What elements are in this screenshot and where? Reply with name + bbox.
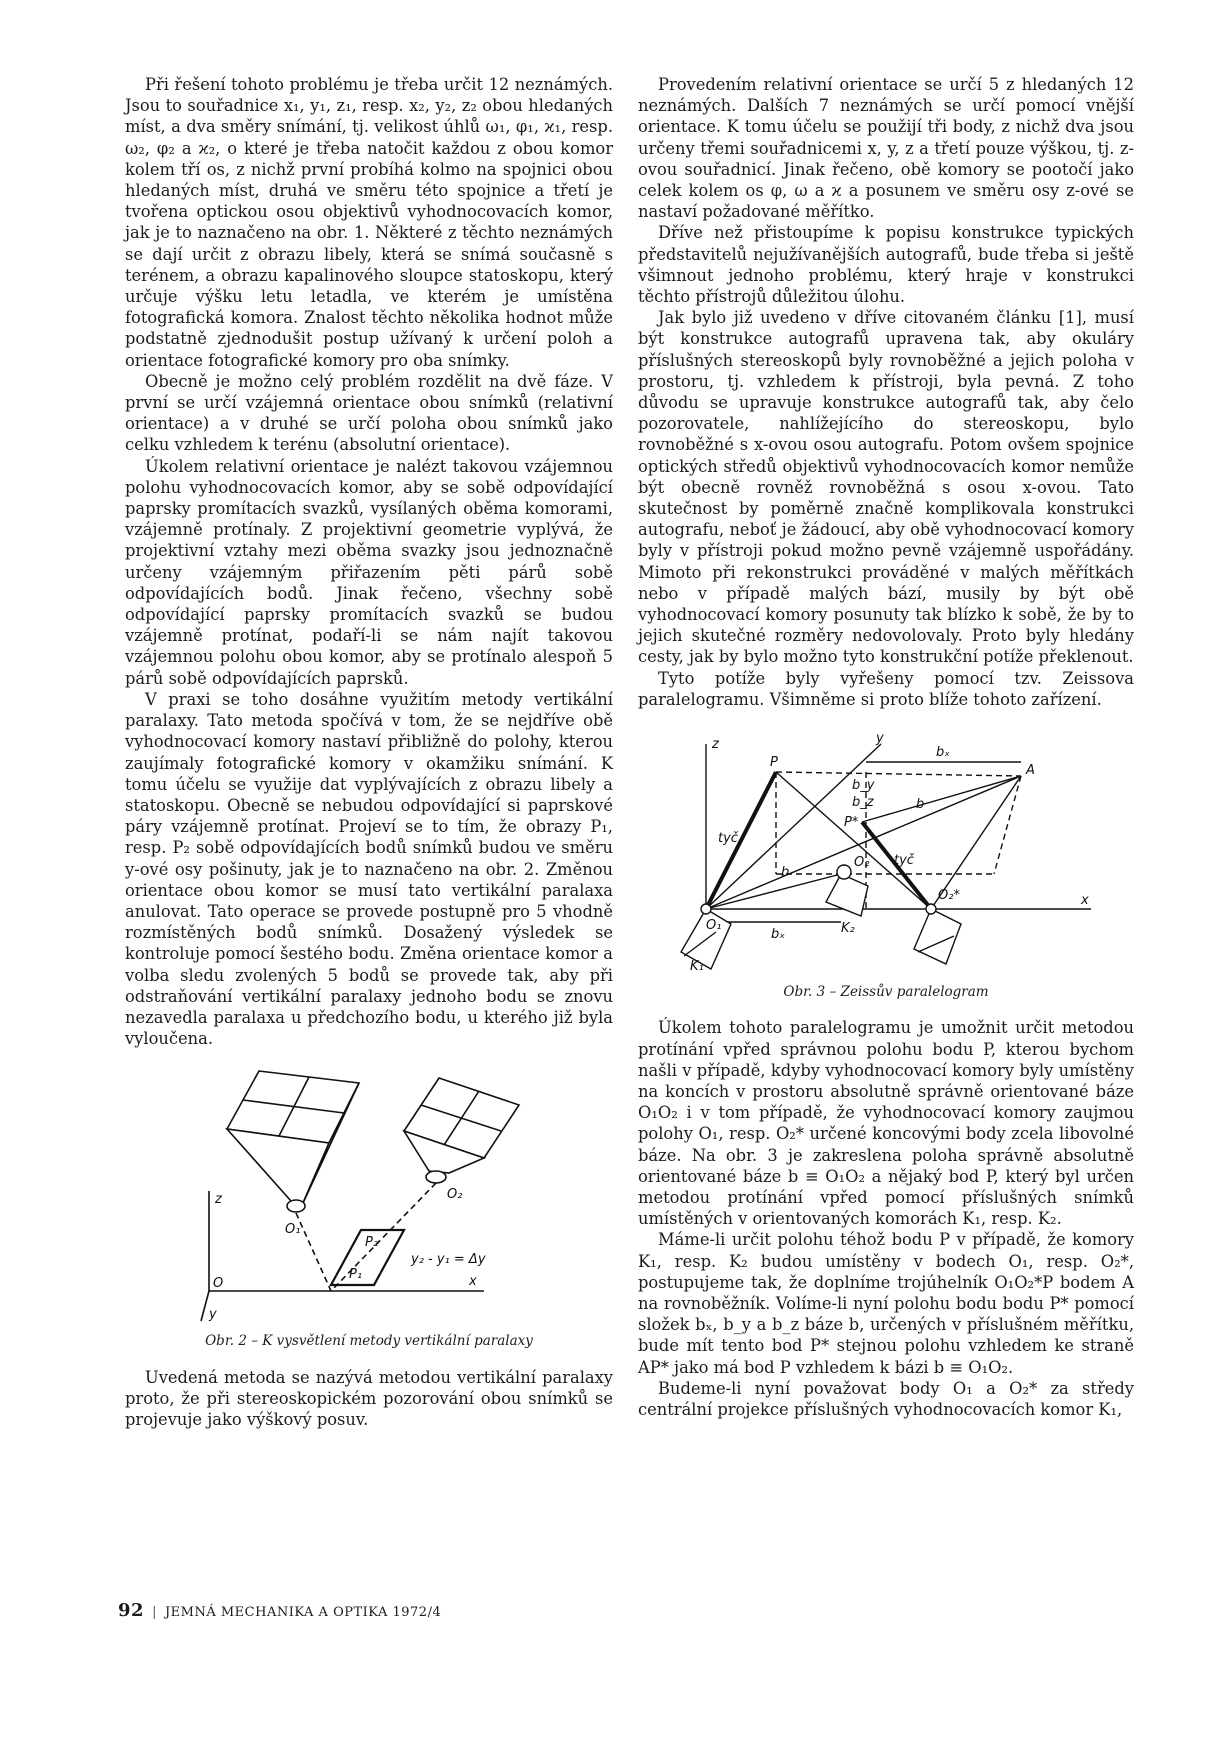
label-p1: P₁: [349, 1267, 363, 1283]
paragraph: Dříve než přistoupíme k popisu konstrukce typických představitelů nejužívanějších autografů, bude třeba si ještě všimnout jednoho problému, který hraje v konstrukci těchto přístrojů důležitou úlohu.: [638, 223, 1134, 307]
figure-3-diagram: [676, 724, 1096, 974]
camera-2-lens: [426, 1171, 446, 1183]
label-b-top: b: [916, 797, 925, 813]
figure-3-caption: Obr. 3 – Zeissův paralelogram: [783, 984, 989, 1001]
camera-1-body: [227, 1129, 329, 1203]
paragraph: Tyto potíže byly vyřešeny pomocí tzv. Zeissova paralelogramu. Všimněme si proto blíže tohoto zařízení.: [638, 668, 1134, 709]
camera-k2: [826, 874, 868, 916]
page-footer: [118, 1600, 441, 1621]
label-o2: O₂: [854, 855, 870, 871]
paragraph: Uvedená metoda se nazývá metodou vertikální paralaxy proto, že při stereoskopickém pozorování obou snímků se projevuje jako výškový posuv.: [125, 1367, 613, 1429]
label-o1: O₁: [706, 918, 722, 934]
label-z: z: [712, 737, 719, 753]
left-column: [125, 74, 613, 1430]
label-y: y: [876, 731, 884, 747]
rod-left: [706, 772, 776, 909]
page-number: 92: [118, 1600, 145, 1621]
label-b-bottom: b: [781, 865, 790, 881]
label-by: b_y: [852, 778, 875, 794]
label-k1: K₁: [690, 959, 704, 975]
paragraph: Úkolem relativní orientace je nalézt takovou vzájemnou polohu vyhodnocovacích komor, aby se sobě odpovídající paprsky promítacích svazků, vysílaných oběma komorami, vzájemně protínaly. Z projektivní geometrie vyplývá, že projektivní vztahy mezi oběma svazky jsou jednoznačně určeny vzájemným přiřazením pěti párů sobě odpovídajících bodů. Jinak řečeno, všechny sobě odpovídající paprsky promítacích svazků se budou vzájemně protínat, podaří-li se nám najít takovou vzájemnou polohu obou komor, aby se protínalo alespoň 5 párů sobě odpovídajících paprsků.: [125, 456, 613, 688]
footer-separator: |: [152, 1605, 157, 1620]
label-k2: K₂: [841, 921, 855, 937]
journal-name: JEMNÁ MECHANIKA A OPTIKA 1972/4: [164, 1605, 442, 1620]
paragraph: Obecně je možno celý problém rozdělit na dvě fáze. V první se určí vzájemná orientace obou snímků (relativní orientace) a v druhé se určí poloha obou snímků jako celku vzhledem k terénu (absolutní orientace).: [125, 371, 613, 455]
y-axis: [201, 1291, 209, 1321]
label-bx-bottom: bₓ: [771, 927, 786, 943]
camera-1-lens: [287, 1200, 305, 1212]
figure-2-diagram: [199, 1063, 539, 1323]
paragraph: Budeme-li nyní považovat body O₁ a O₂* za středy centrální projekce příslušných vyhodnocovacích komor K₁,: [638, 1378, 1134, 1419]
label-o2star: O₂*: [938, 888, 960, 904]
figure-2-caption: Obr. 2 – K vysvětlení metody vertikální paralaxy: [205, 1333, 533, 1350]
label-x: x: [1081, 893, 1089, 909]
label-o2: O₂: [447, 1187, 463, 1203]
label-p2: P₂: [365, 1235, 379, 1251]
label-x: x: [469, 1274, 477, 1290]
paragraph: Úkolem tohoto paralelogramu je umožnit určit metodou protínání vpřed správnou polohu bodu P, kterou bychom našli v případě, kdyby vyhodnocovací komory byly umístěny na koncích v prostoru absolutně správně orientované báze O₁O₂ i v tom případě, že vyhodnocovací komory zaujmou polohy O₁, resp. O₂* určené koncovými body zcela libovolné báze. Na obr. 3 je zakreslena poloha správně absolutně orientované báze b ≡ O₁O₂ a nějaký bod P, který byl určen metodou protínání vpřed pomocí příslušných snímků umístěných v orientovaných komorách K₁, resp. K₂.: [638, 1018, 1134, 1229]
paragraph: Při řešení tohoto problému je třeba určit 12 neznámých. Jsou to souřadnice x₁, y₁, z₁, resp. x₂, y₂, z₂ obou hledaných míst, a dva směry snímání, tj. velikost úhlů ω₁, φ₁, ϰ₁, resp. ω₂, φ₂ a ϰ₂, o které je třeba natočit každou z obou komor kolem tří os, z nichž první probíhá kolmo na spojnici obou hledaných míst, druhá ve směru této spojnice a třetí je tvořena optickou osou objektivů vyhodnocovacích komor, jak je to naznačeno na obr. 1. Některé z těchto neznámých se dají určit z obrazu libely, která se snímá současně s terénem, a obrazu kapalinového sloupce statoskopu, který určuje výšku letu letadla, ve kterém je umístěna fotografická komora. Znalost těchto několika hodnot může podstatně zjednodušit postup užívaný k určení poloh a orientace fotografické komory pro oba snímky.: [125, 75, 613, 370]
label-y: y: [209, 1307, 217, 1323]
paragraph: Provedením relativní orientace se určí 5 z hledaných 12 neznámých. Dalších 7 neznámých se určí pomocí vnější orientace. K tomu účelu se použijí tři body, z nichž dva jsou určeny třemi souřadnicemi x, y, z a třetí pouze výškou, tj. z-ovou souřadnicí. Jinak řečeno, obě komory se pootočí jako celek kolem os φ, ω a ϰ a posunem ve směru osy z-ové se nastaví požadované měřítko.: [638, 75, 1134, 222]
paragraph: Jak bylo již uvedeno v dříve citovaném článku [1], musí být konstrukce autografů upravena tak, aby okuláry příslušných stereoskopů byly rovnoběžné a jejich poloha v prostoru, tj. vzhledem k přístroji, byla pevná. Z toho důvodu se upravuje konstrukce autografů tak, aby čelo pozorovatele, nahlížejícího do stereoskopu, bylo rovnoběžné s x-ovou osou autografu. Potom ovšem spojnice optických středů objektivů vyhodnocovacích komor nemůže být obecně rovněž rovnoběžná s osou x-ovou. Tato skutečnost by poměrně značně komplikovala konstrukci autografu, neboť je žádoucí, aby obě vyhodnocovací komory byly v přístroji pokud možno pevně vzájemně uspořádány. Mimoto při rekonstrukci prováděné v malých měřítkách nebo v případě malých bází, musily by být obě vyhodnocovací komory posunuty tak blízko k sobě, že by to jejich skutečné rozměry nedovolovaly. Proto byly hledány cesty, jak by bylo možno tyto konstrukční potíže překlenout.: [638, 308, 1134, 667]
camera-2-body: [404, 1131, 484, 1173]
paragraph: Máme-li určit polohu téhož bodu P v případě, že komory K₁, resp. K₂ budou umístěny v bodech O₁, resp. O₂*, postupujeme tak, že doplníme trojúhelník O₁O₂*P bodem A na rovnoběžník. Volíme-li nyní polohu bodu bodu P* pomocí složek bₓ, b_y a b_z báze b, určených v příslušném měřítku, bude mít tento bod P* stejnou polohu vzhledem ke straně AP* jako má bod P vzhledem k bázi b ≡ O₁O₂.: [638, 1230, 1134, 1377]
label-bx-top: bₓ: [936, 745, 951, 761]
paragraph: V praxi se toho dosáhne využitím metody vertikální paralaxy. Tato metoda spočívá v tom, že se nejdříve obě vyhodnocovací komory nastaví přibližně do polohy, kterou zaujímaly fotografické komory v okamžiku snímání. K tomu účelu se využije dat vyplývajících z obrazu libely a statoskopu. Obecně se nebudou odpovídající si paprskové páry vzájemně protínat. Projeví se to tím, že obrazy P₁, resp. P₂ sobě odpovídajících bodů snímků budou ve směru y-ové osy pošinuty, jak je to naznačeno na obr. 2. Změnou orientace obou komor se musí tato vertikální paralaxa anulovat. Tato operace se provede postupně pro 5 vhodně rozmístěných bodů snímků. Dosažený výsledek se kontroluje pomocí šestého bodu. Změna orientace komor a volba sledu zvolených 5 bodů se provede tak, aby při odstraňování vertikální paralaxy jednoho bodu se znovu nezavedla paralaxa u předchozího bodu, u kterého již byla vyloučena.: [125, 689, 613, 1049]
label-origin: O: [213, 1276, 224, 1292]
label-rod-left: tyč: [718, 831, 738, 847]
label-a: A: [1026, 763, 1035, 779]
label-pstar: P*: [844, 815, 859, 831]
label-parallax: y₂ - y₁ = Δy: [411, 1252, 486, 1268]
label-o1: O₁: [285, 1222, 301, 1238]
right-column: [638, 74, 1134, 1420]
label-z: z: [215, 1192, 222, 1208]
label-rod-right: tyč: [894, 853, 914, 869]
label-bz: b_z: [852, 795, 874, 811]
label-p: P: [770, 755, 778, 771]
